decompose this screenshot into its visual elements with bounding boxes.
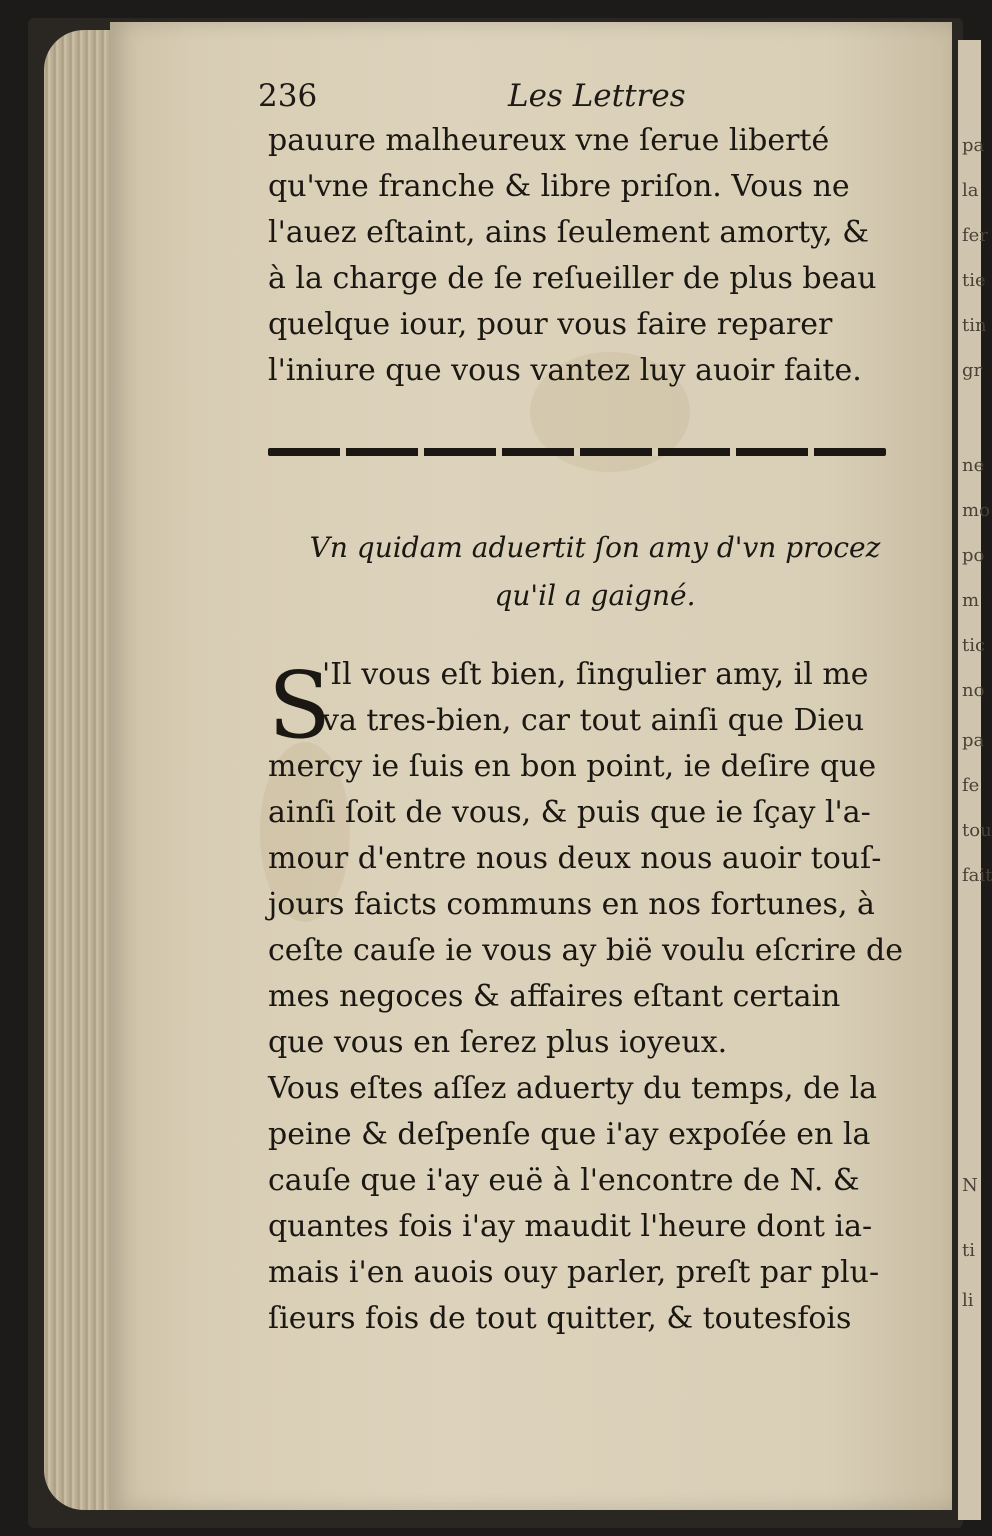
facing-page-edge: [958, 40, 992, 1520]
heading-line: qu'il a gaigné.: [494, 579, 696, 612]
text-line: qu'vne franche & libre priſon. Vous ne: [268, 169, 850, 204]
text-line: mes negoces & affaires eſtant certain: [268, 979, 841, 1014]
text-line: ſieurs fois de tout quitter, & toutesfois: [268, 1301, 852, 1336]
letter-opening: [322, 652, 912, 744]
facing-page-fragment: po: [962, 545, 985, 566]
section-rule: [268, 448, 886, 456]
running-title: Les Lettres: [508, 78, 686, 114]
text-line: quantes fois i'ay maudit l'heure dont ia-: [268, 1209, 873, 1244]
text-line: cauſe que i'ay euë à l'encontre de N. &: [268, 1163, 860, 1198]
facing-page-fragment: fe: [962, 775, 980, 796]
facing-page-fragment: mo: [962, 500, 990, 521]
facing-page-fragment: fer: [962, 225, 988, 246]
facing-page-fragment: tie: [962, 270, 986, 291]
page-number: 236: [258, 78, 318, 114]
text-line: quelque iour, pour vous faire reparer: [268, 307, 833, 342]
letter-body: [268, 744, 908, 1342]
facing-page-fragment: li: [962, 1290, 974, 1311]
text-line: l'iniure que vous vantez luy auoir faite.: [268, 353, 862, 388]
facing-page-fragment: tin: [962, 315, 987, 336]
facing-page-fragment: fait: [962, 865, 992, 886]
facing-page-fragment: tou: [962, 820, 992, 841]
letter-heading: [290, 524, 900, 620]
facing-page-fragment: gr: [962, 360, 983, 381]
text-line: peine & deſpenſe que i'ay expoſée en la: [268, 1117, 871, 1152]
text-line: que vous en ſerez plus ioyeux.: [268, 1025, 728, 1060]
facing-page-fragment: pa: [962, 135, 985, 156]
text-line: Vous eſtes aſſez aduerty du temps, de la: [268, 1071, 878, 1106]
text-line: mercy ie ſuis en bon point, ie deſire que: [268, 749, 877, 784]
text-line: ainſi ſoit de vous, & puis que ie ſçay l'a-: [268, 795, 871, 830]
facing-page-fragment: ti: [962, 1240, 975, 1261]
text-line: 'Il vous eſt bien, ſingulier amy, il me: [322, 657, 869, 692]
text-line: à la charge de ſe reſueiller de plus beau: [268, 261, 877, 296]
facing-page-fragment: ne: [962, 455, 985, 476]
drop-cap: S: [268, 652, 332, 759]
top-paragraph: [268, 118, 908, 394]
heading-line: Vn quidam aduertit ſon amy d'vn procez: [309, 531, 881, 564]
text-line: mais i'en auois ouy parler, preſt par plu-: [268, 1255, 880, 1290]
text-line: ceſte cauſe ie vous ay bië voulu eſcrire de: [268, 933, 903, 968]
text-line: jours faicts communs en nos fortunes, à: [268, 887, 875, 922]
text-line: pauure malheureux vne ſerue liberté: [268, 123, 830, 158]
facing-page-fragment: pa: [962, 730, 985, 751]
text-line: va tres-bien, car tout ainſi que Dieu: [322, 703, 865, 738]
page-header: [258, 78, 688, 118]
facing-page-fragment: la: [962, 180, 979, 201]
text-line: l'auez eſtaint, ains ſeulement amorty, &: [268, 215, 869, 250]
facing-page-fragment: no: [962, 680, 985, 701]
facing-page-fragment: m: [962, 590, 980, 611]
facing-page-fragment: tic: [962, 635, 986, 656]
text-line: mour d'entre nous deux nous auoir touſ-: [268, 841, 882, 876]
facing-page-fragment: N: [962, 1175, 978, 1196]
